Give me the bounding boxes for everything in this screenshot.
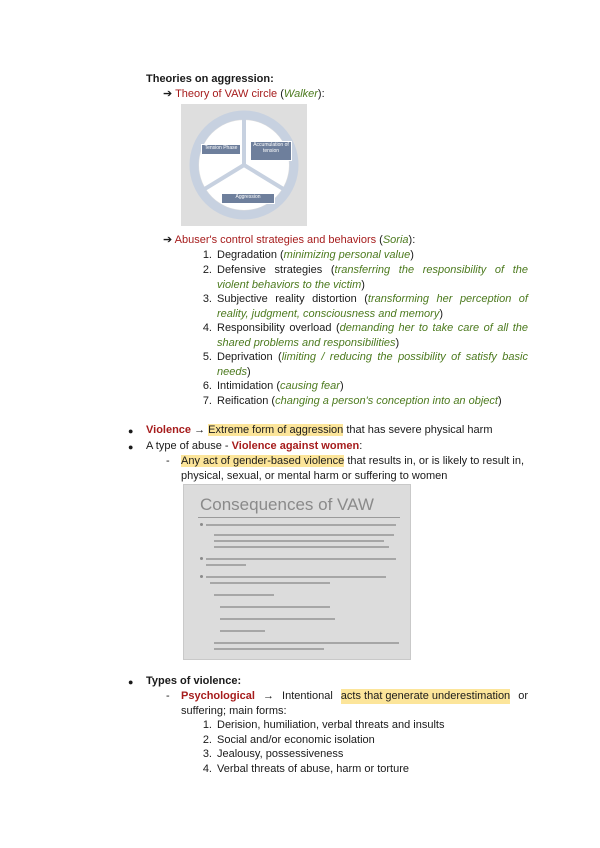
slide-text-line bbox=[210, 582, 330, 584]
slide-text-line bbox=[206, 558, 396, 560]
list-number: 2. bbox=[202, 264, 212, 276]
strategy-desc: demanding her to take care of all the shared problems and responsibilities bbox=[217, 322, 528, 349]
definition-text: suffering; main forms: bbox=[181, 704, 287, 717]
psychological-definition bbox=[181, 689, 528, 718]
arrow-icon: → bbox=[191, 424, 209, 436]
list-item bbox=[200, 747, 528, 762]
list-number: 4. bbox=[202, 322, 212, 334]
list-item: 4. Responsibility overload (demanding her to take care of all the shared problems and responsibilities) bbox=[200, 321, 528, 350]
form-text: Jealousy, possessiveness bbox=[217, 748, 344, 760]
theory-author: Walker bbox=[283, 88, 318, 100]
bullet-icon: ● bbox=[128, 426, 134, 436]
cycle-diagram bbox=[181, 104, 307, 226]
theory-label: Abuser's control strategies and behaviors bbox=[174, 234, 377, 246]
vaw-cycle-figure bbox=[181, 104, 307, 226]
form-text: Social and/or economic isolation bbox=[217, 734, 375, 746]
abuse-prefix: A type of abuse - bbox=[146, 440, 232, 452]
strategy-desc: transforming her perception of reality, judgment, consciousness and memory bbox=[217, 293, 528, 320]
list-number: 6. bbox=[202, 380, 212, 392]
highlight-text: Extreme form of aggression bbox=[208, 424, 344, 436]
bullet-icon: ● bbox=[128, 442, 134, 452]
list-number: 7. bbox=[202, 395, 212, 407]
slide-bullet bbox=[200, 523, 203, 526]
strategy-name: Degradation bbox=[217, 249, 277, 261]
arrow-icon: ➔ bbox=[163, 88, 173, 100]
strategy-name: Reification bbox=[217, 395, 269, 407]
psychological-term: Psychological bbox=[181, 690, 255, 702]
strategy-name: Deprivation bbox=[217, 351, 273, 363]
vaw-term: Violence against women bbox=[231, 440, 360, 452]
arrow-icon: ➔ bbox=[163, 234, 173, 246]
list-number: 3. bbox=[202, 748, 212, 760]
abuse-type bbox=[146, 439, 362, 453]
slide-bullet bbox=[200, 557, 203, 560]
list-item: 5. Deprivation (limiting / reducing the possibility of satisfy basic needs) bbox=[200, 350, 528, 379]
cycle-box-accumulation: Accumulation of tension bbox=[250, 141, 292, 161]
arrow-icon: → bbox=[263, 690, 274, 702]
dash-icon: - bbox=[166, 690, 170, 702]
slide-title: Consequences of VAW bbox=[200, 495, 374, 514]
strategy-desc: transferring the responsibility of the violent behaviors to the victim bbox=[217, 264, 528, 291]
strategy-desc: changing a person's conception into an object bbox=[275, 395, 498, 407]
cycle-box-aggression: Aggression bbox=[221, 193, 275, 204]
slide-text-line bbox=[214, 642, 399, 644]
slide-bullet bbox=[200, 575, 203, 578]
list-number: 1. bbox=[202, 719, 212, 731]
list-number: 5. bbox=[202, 351, 212, 363]
vaw-definition-line1 bbox=[181, 454, 524, 468]
violence-term: Violence bbox=[146, 424, 192, 436]
list-item: 2. Defensive strategies (transferring the responsibility of the violent behaviors to the victim) bbox=[200, 263, 528, 292]
violence-definition bbox=[146, 423, 492, 437]
slide-text-line bbox=[220, 618, 335, 620]
list-number: 2. bbox=[202, 734, 212, 746]
list-number: 1. bbox=[202, 249, 212, 261]
list-number: 4. bbox=[202, 763, 212, 775]
dash-icon: - bbox=[166, 455, 170, 467]
theory-author: Soria bbox=[382, 234, 409, 246]
paren-open: ( bbox=[376, 234, 383, 246]
slide-text-line bbox=[220, 606, 330, 608]
form-text: Derision, humiliation, verbal threats and insults bbox=[217, 719, 445, 731]
slide-text-line bbox=[214, 648, 324, 650]
list-item: 3. Subjective reality distortion (transforming her perception of reality, judgment, consciousness and memory) bbox=[200, 292, 528, 321]
theory-walker bbox=[163, 87, 325, 101]
slide-text-line bbox=[214, 540, 384, 542]
highlight-text: acts that generate underestimation bbox=[340, 690, 511, 702]
bullet-icon: ● bbox=[128, 677, 134, 687]
paren-close: ): bbox=[408, 234, 416, 246]
consequences-slide bbox=[183, 484, 411, 660]
strategy-desc: causing fear bbox=[280, 380, 340, 392]
theory-soria bbox=[163, 233, 415, 247]
theory-label: Theory of VAW circle bbox=[175, 88, 278, 100]
list-item: 7. Reification (changing a person's conception into an object) bbox=[200, 394, 528, 409]
cycle-box-tension: Tension Phase bbox=[201, 144, 241, 155]
vaw-definition-line2: physical, sexual, or mental harm or suffering to women bbox=[181, 470, 448, 482]
strategy-desc: minimizing personal value bbox=[283, 249, 411, 261]
form-text: Verbal threats of abuse, harm or torture bbox=[217, 763, 409, 775]
definition-text: or bbox=[518, 690, 528, 702]
definition-text: that has severe physical harm bbox=[343, 424, 493, 436]
definition-text: that results in, or is likely to result in, bbox=[344, 455, 525, 467]
definition-text: Intentional bbox=[282, 690, 333, 702]
slide-text-line bbox=[214, 546, 389, 548]
paren-open: ( bbox=[277, 88, 284, 100]
slide-text-line bbox=[206, 564, 246, 566]
strategy-desc: limiting / reducing the possibility of satisfy basic needs bbox=[217, 351, 528, 378]
section-heading: Theories on aggression: bbox=[146, 73, 274, 85]
list-item bbox=[200, 718, 528, 733]
strategy-name: Defensive strategies bbox=[217, 264, 323, 276]
paren-close: ): bbox=[317, 88, 325, 100]
list-number: 3. bbox=[202, 293, 212, 305]
strategy-name: Subjective reality distortion bbox=[217, 293, 357, 305]
slide-text-line bbox=[214, 594, 274, 596]
list-item: 6. Intimidation (causing fear) bbox=[200, 379, 528, 394]
types-heading: Types of violence: bbox=[146, 675, 242, 687]
slide-text-line bbox=[214, 534, 394, 536]
colon: : bbox=[359, 440, 363, 452]
strategy-name: Intimidation bbox=[217, 380, 274, 392]
list-item bbox=[200, 762, 528, 777]
list-item bbox=[200, 733, 528, 748]
slide-text-line bbox=[206, 576, 386, 578]
list-item: 1. Degradation (minimizing personal value) bbox=[200, 248, 528, 263]
strategy-name: Responsibility overload bbox=[217, 322, 332, 334]
slide-text-line bbox=[220, 630, 265, 632]
slide-divider bbox=[198, 517, 400, 518]
highlight-text: Any act of gender-based violence bbox=[181, 455, 345, 467]
slide-text-line bbox=[206, 524, 396, 526]
